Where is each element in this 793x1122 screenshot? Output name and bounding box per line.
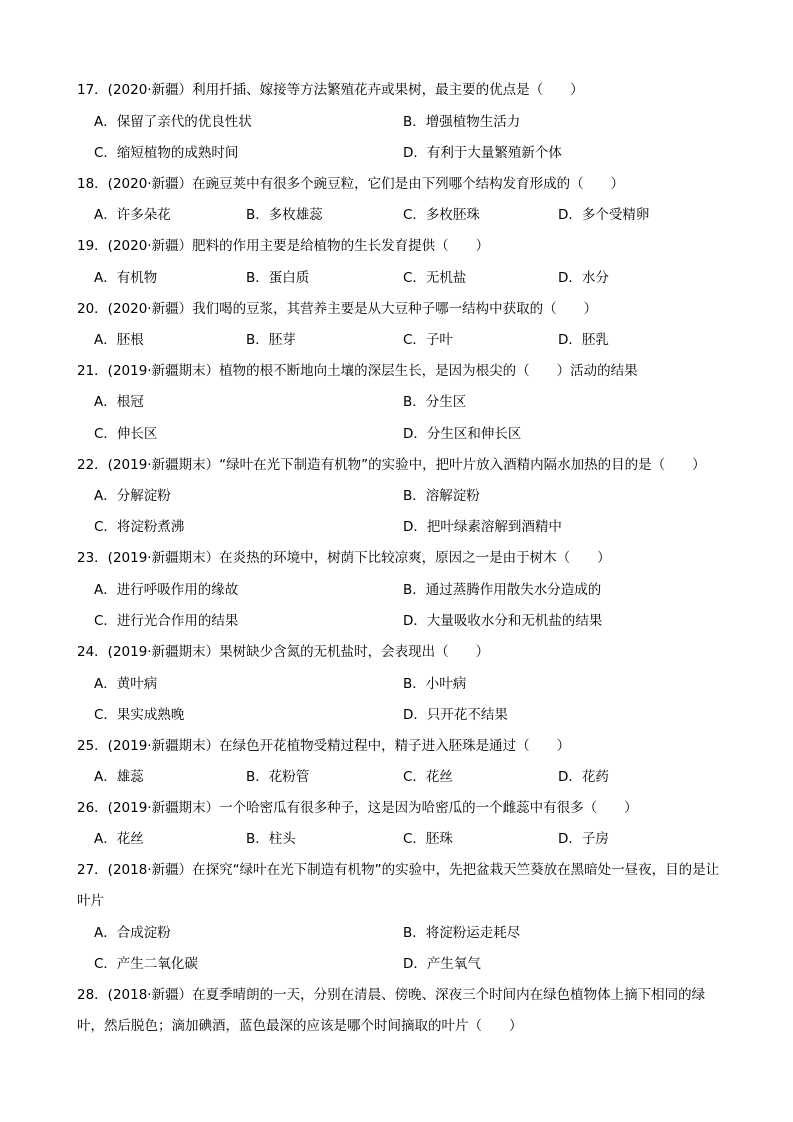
question-17: 17．(2020·新疆）利用扦插、嫁接等方法繁殖花卉或果树，最主要的优点是（ ） [77, 82, 584, 98]
options-row [94, 707, 723, 724]
option-c: C．产生二氧化碳 [94, 956, 198, 972]
option-c: C．花丝 [403, 769, 453, 785]
options-row [94, 114, 723, 131]
option-d: D．产生氧气 [403, 956, 481, 972]
option-d: D．花药 [558, 769, 609, 785]
option-b: B．胚芽 [246, 332, 296, 348]
question-26: 26．(2019·新疆期末）一个哈密瓜有很多种子，这是因为哈密瓜的一个雌蕊中有很多（ ） [77, 800, 638, 816]
option-b: B．将淀粉运走耗尽 [403, 925, 521, 941]
option-d: D．有利于大量繁殖新个体 [403, 145, 562, 161]
option-c: C．缩短植物的成熟时间 [94, 145, 239, 161]
option-c: C．伸长区 [94, 426, 158, 442]
option-d: D．分生区和伸长区 [403, 426, 522, 442]
option-d: D．水分 [558, 270, 609, 286]
options-row [94, 831, 723, 848]
option-c: C．进行光合作用的结果 [94, 613, 239, 629]
option-b: B．柱头 [246, 831, 296, 847]
question-21: 21．(2019·新疆期末）植物的根不断地向土壤的深层生长，是因为根尖的（ ）活动的结果 [77, 363, 638, 379]
options-row [94, 270, 723, 287]
option-a: A．有机物 [94, 270, 158, 286]
options-row [94, 613, 723, 630]
options-row [94, 519, 723, 536]
options-row [94, 394, 723, 411]
option-b: B．通过蒸腾作用散失水分造成的 [403, 582, 602, 598]
option-c: C．将淀粉煮沸 [94, 519, 185, 535]
option-a: A．进行呼吸作用的缘故 [94, 582, 239, 598]
option-a: A．许多朵花 [94, 207, 171, 223]
option-c: C．无机盐 [403, 270, 467, 286]
option-b: B．增强植物生活力 [403, 114, 521, 130]
option-b: B．蛋白质 [246, 270, 310, 286]
option-d: D．子房 [558, 831, 609, 847]
options-row [94, 488, 723, 505]
question-23: 23．(2019·新疆期末）在炎热的环境中，树荫下比较凉爽，原因之一是由于树木（ ） [77, 550, 611, 566]
options-row [94, 956, 723, 973]
option-b: B．小叶病 [403, 676, 467, 692]
question-18: 18．(2020·新疆）在豌豆荚中有很多个豌豆粒，它们是由下列哪个结构发育形成的（ ） [77, 176, 625, 192]
options-row [94, 676, 723, 693]
option-b: B．分生区 [403, 394, 467, 410]
options-row [94, 145, 723, 162]
options-row [94, 426, 723, 443]
option-c: C．多枚胚珠 [403, 207, 480, 223]
options-row [94, 582, 723, 599]
option-a: A．分解淀粉 [94, 488, 171, 504]
options-row [94, 207, 723, 224]
option-b: B．溶解淀粉 [403, 488, 480, 504]
option-d: D．只开花不结果 [403, 707, 508, 723]
option-c: C．胚珠 [403, 831, 453, 847]
option-d: D．大量吸收水分和无机盐的结果 [403, 613, 603, 629]
question-25: 25．(2019·新疆期末）在绿色开花植物受精过程中，精子进入胚珠是通过（ ） [77, 738, 571, 754]
question-19: 19．(2020·新疆）肥料的作用主要是给植物的生长发育提供（ ） [77, 238, 490, 254]
options-row [94, 925, 723, 942]
option-a: A．合成淀粉 [94, 925, 171, 941]
option-a: A．胚根 [94, 332, 144, 348]
question-24: 24．(2019·新疆期末）果树缺少含氮的无机盐时，会表现出（ ） [77, 644, 490, 660]
option-a: A．雄蕊 [94, 769, 144, 785]
option-c: C．子叶 [403, 332, 453, 348]
question-20: 20．(2020·新疆）我们喝的豆浆，其营养主要是从大豆种子哪一结构中获取的（ ） [77, 301, 598, 317]
option-d: D．胚乳 [558, 332, 609, 348]
option-a: A．根冠 [94, 394, 144, 410]
option-a: A．花丝 [94, 831, 144, 847]
option-d: D．把叶绿素溶解到酒精中 [403, 519, 562, 535]
option-a: A．黄叶病 [94, 676, 158, 692]
options-row [94, 769, 723, 786]
option-b: B．多枚雄蕊 [246, 207, 323, 223]
question-27: 27．(2018·新疆）在探究“绿叶在光下制造有机物”的实验中，先把盆栽天竺葵放在黑暗处一昼夜，目的是让叶片 [77, 862, 720, 909]
question-22: 22．(2019·新疆期末）“绿叶在光下制造有机物”的实验中，把叶片放入酒精内隔水加热的目的是（ ） [77, 457, 706, 473]
question-28: 28．(2018·新疆）在夏季晴朗的一天，分别在清晨、傍晚、深夜三个时间内在绿色植物体上摘下相同的绿叶，然后脱色；滴加碘酒，蓝色最深的应该是哪个时间摘取的叶片（ ） [77, 987, 706, 1034]
option-b: B．花粉管 [246, 769, 310, 785]
option-a: A．保留了亲代的优良性状 [94, 114, 252, 130]
option-d: D．多个受精卵 [558, 207, 650, 223]
option-c: C．果实成熟晚 [94, 707, 185, 723]
options-row [94, 332, 723, 349]
